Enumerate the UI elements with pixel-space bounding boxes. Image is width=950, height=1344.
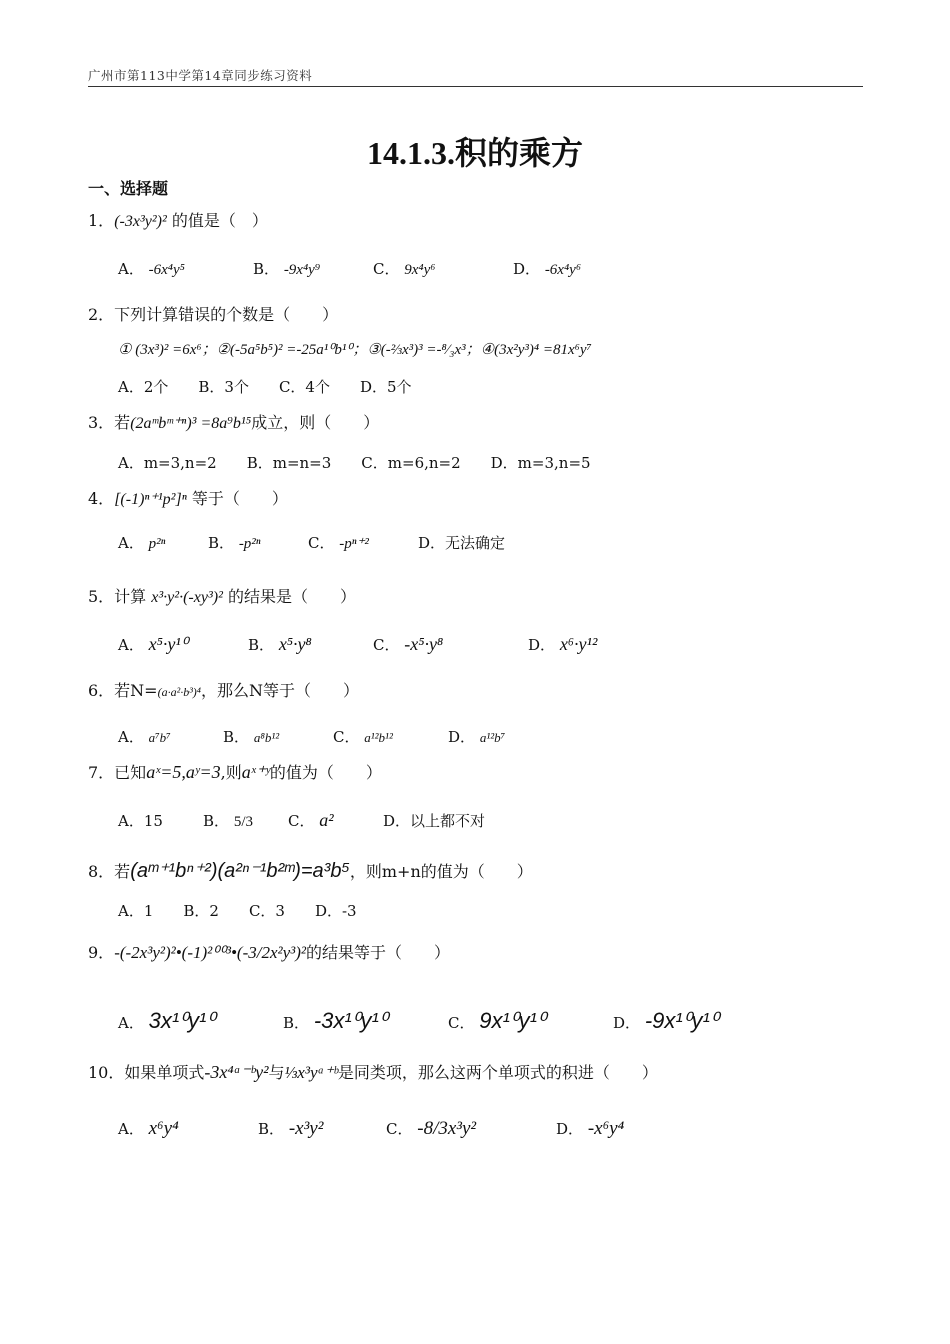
q1-option-d: -6x⁴y⁶ <box>544 262 582 278</box>
q7-option-b: 5/3 <box>233 814 253 830</box>
q3-options: A．m=3,n=2 B．m=n=3 C．m=6,n=2 D．m=3,n=5 <box>118 454 591 472</box>
question-5: 5．计算 x³·y²·(-xy³)² 的结果是（ ） <box>88 587 356 606</box>
q9-option-c: 9x¹⁰y¹⁰ <box>479 1008 546 1033</box>
q7-option-a: A．15 <box>118 812 163 830</box>
q6-option-d: a¹²b⁷ <box>479 730 506 745</box>
q4-option-c: -pⁿ⁺² <box>339 536 369 552</box>
q1-option-b: -9x⁴y⁹ <box>283 262 321 278</box>
q7-option-d: D．以上都不对 <box>383 812 486 830</box>
question-9: 9．-(-2x³y²)²•(-1)²⁰⁰³•(-3/2x²y³)²的结果等于（ ） <box>88 943 451 962</box>
page-header: 广州市第113中学第14章同步练习资料 <box>88 66 863 87</box>
q4-expression: [(-1)ⁿ⁺¹p²]ⁿ <box>114 491 187 508</box>
q5-option-a: x⁵·y¹⁰ <box>148 634 188 654</box>
question-1: 1．(-3x³y²)² 的值是（ ） <box>88 211 268 230</box>
q5-options: A． x⁵·y¹⁰ B． x⁵·y⁸ C． -x⁵·y⁸ D． x⁶·y¹² <box>118 634 598 654</box>
question-6: 6．若N=(a·a²·b³)⁴，那么N等于（ ） <box>88 681 359 700</box>
q9-expression: -(-2x³y²)²•(-1)²⁰⁰³•(-3/2x²y³)² <box>114 943 307 962</box>
q3-expression: (2aᵐbᵐ⁺ⁿ)³ =8a⁹b¹⁵ <box>130 415 252 432</box>
q10-option-c: -8/3x³y² <box>417 1118 477 1139</box>
q1-option-c: 9x⁴y⁶ <box>404 262 436 278</box>
q1-option-a: -6x⁴y⁵ <box>148 262 185 278</box>
question-2: 2．下列计算错误的个数是（ ） <box>88 305 339 324</box>
section-heading: 一、选择题 <box>88 179 169 198</box>
q2-expressions: ① (3x³)² =6x⁶；②(-5a⁵b⁵)² =-25a¹⁰b¹⁰；③(-⅔x³)³ =-⁸⁄₃x³；④(3x²y³)⁴ =81x⁶y⁷ <box>118 342 592 358</box>
q9-option-d: -9x¹⁰y¹⁰ <box>644 1008 719 1033</box>
q6-option-b: a⁸b¹² <box>253 730 280 745</box>
q7-expression: aˣ=5,aʸ=3 <box>146 762 221 782</box>
page-title: 14.1.3.积的乘方 <box>366 135 583 171</box>
question-7: 7．已知aˣ=5,aʸ=3,则aˣ⁺ʸ的值为（ ） <box>88 762 382 782</box>
q10-options: A． x⁶y⁴ B． -x³y² C． -8/3x³y² D． -x⁶y⁴ <box>118 1118 625 1139</box>
q10-expression: -3x⁴ᵃ⁻ᵇy² <box>204 1062 269 1082</box>
q7-expression-2: aˣ⁺ʸ <box>241 762 270 782</box>
q6-option-a: a⁷b⁷ <box>148 730 171 745</box>
q5-option-d: x⁶·y¹² <box>559 634 598 654</box>
q10-option-d: -x⁶y⁴ <box>587 1118 625 1139</box>
question-3: 3．若(2aᵐbᵐ⁺ⁿ)³ =8a⁹b¹⁵成立，则（ ） <box>88 413 380 432</box>
q9-option-b: -3x¹⁰y¹⁰ <box>313 1008 388 1033</box>
q1-expression: (-3x³y²)² <box>114 213 167 230</box>
question-8: 8．若(aᵐ⁺¹bⁿ⁺²)(a²ⁿ⁻¹b²ᵐ)=a³b⁵，则m+n的值为（ ） <box>88 860 533 882</box>
q4-options: A． p²ⁿ B． -p²ⁿ C． -pⁿ⁺² D．无法确定 <box>118 534 506 552</box>
q4-option-a: p²ⁿ <box>148 536 166 552</box>
q6-option-c: a¹²b¹² <box>364 730 393 745</box>
q4-option-b: -p²ⁿ <box>238 536 261 552</box>
q10-option-a: x⁶y⁴ <box>148 1118 179 1139</box>
q5-option-b: x⁵·y⁸ <box>278 634 312 654</box>
q5-option-c: -x⁵·y⁸ <box>404 634 444 654</box>
q6-expression: (a·a²·b³)⁴ <box>157 685 201 699</box>
q8-options: A．1 B．2 C．3 D．-3 <box>118 902 357 920</box>
q9-option-a: 3x¹⁰y¹⁰ <box>148 1008 216 1033</box>
q7-options: A．15 B． 5/3 C． a² D．以上都不对 <box>118 810 486 830</box>
q6-options: A． a⁷b⁷ B． a⁸b¹² C． a¹²b¹² D． a¹²b⁷ <box>118 728 506 746</box>
q10-expression-2: ⅓x³yᵃ⁺ᵇ <box>284 1063 338 1082</box>
q5-expression: x³·y²·(-xy³)² <box>151 589 223 606</box>
q7-option-c: a² <box>319 810 334 830</box>
q4-option-d: D．无法确定 <box>418 534 506 552</box>
q1-options: A． -6x⁴y⁵ B． -9x⁴y⁹ C． 9x⁴y⁶ D． -6x⁴y⁶ <box>118 260 582 278</box>
question-10: 10．如果单项式-3x⁴ᵃ⁻ᵇy²与⅓x³yᵃ⁺ᵇ是同类项，那么这两个单项式的积进（ ） <box>88 1062 658 1082</box>
question-4: 4．[(-1)ⁿ⁺¹p²]ⁿ 等于（ ） <box>88 489 288 508</box>
q8-expression: (aᵐ⁺¹bⁿ⁺²)(a²ⁿ⁻¹b²ᵐ)=a³b⁵ <box>130 860 350 882</box>
q9-options: A． 3x¹⁰y¹⁰ B． -3x¹⁰y¹⁰ C． 9x¹⁰y¹⁰ D． -9x¹⁰y¹⁰ <box>118 1008 719 1033</box>
q10-option-b: -x³y² <box>288 1118 324 1139</box>
q2-options: A．2个 B．3个 C．4个 D．5个 <box>118 378 412 396</box>
